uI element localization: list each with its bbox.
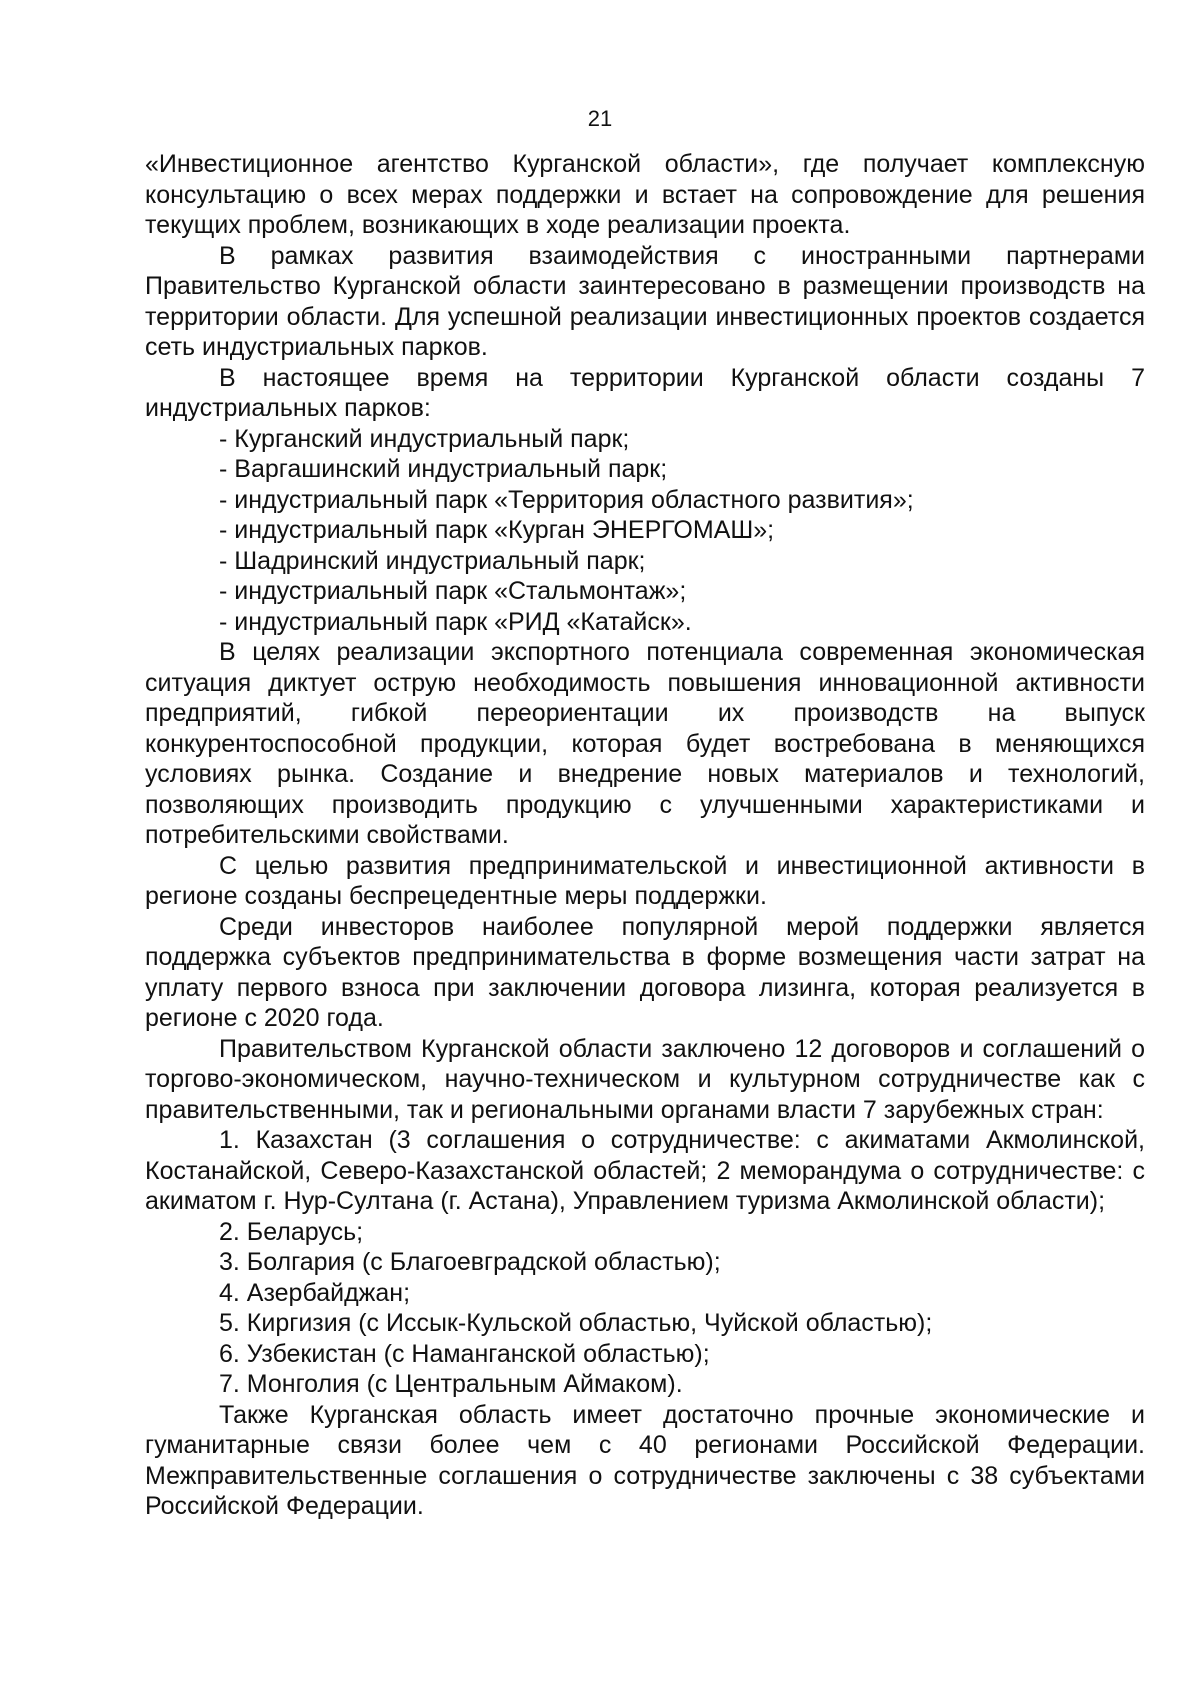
list-item: - индустриальный парк «РИД «Катайск». (219, 607, 692, 636)
paragraph-parks-intro: В настоящее время на территории Курганской области созданы 7 индустриальных парков: (145, 363, 1145, 422)
list-item: 5. Киргизия (с Иссык-Кульской областью, Чуйской областью); (219, 1309, 933, 1337)
list-item: - Шадринский индустриальный парк; (219, 546, 646, 575)
list-item: - индустриальный парк «Стальмонтаж»; (219, 577, 687, 605)
parks-list (145, 424, 1145, 638)
page-number: 21 (587, 106, 613, 131)
list-item: - индустриальный парк «Курган ЭНЕРГОМАШ»; (219, 516, 775, 544)
document-body (145, 149, 1145, 1522)
list-item: - Курганский индустриальный парк; (219, 424, 630, 453)
list-item: 3. Болгария (с Благоевградской областью); (219, 1248, 721, 1276)
list-item: 2. Беларусь; (219, 1217, 364, 1246)
list-item: 7. Монголия (с Центральным Аймаком). (219, 1370, 683, 1398)
list-item: - Варгашинский индустриальный парк; (219, 455, 668, 483)
list-item: 6. Узбекистан (с Наманганской областью); (219, 1339, 710, 1368)
paragraph-leasing: Среди инвесторов наиболее популярной мерой поддержки является поддержка субъектов предпринимательства в форме возмещения части затрат на уплату первого взноса при заключении договора лизинга, которая реализуется в регионе с 2020 года. (145, 912, 1145, 1032)
countries-list (145, 1125, 1145, 1400)
paragraph-export: В целях реализации экспортного потенциала современная экономическая ситуация диктует острую необходимость повышения инновационной активности предприятий, гибкой переориентации их производств на выпуск конкурентоспособной продукции, которая будет востребована в меняющихся условиях рынка. Создание и внедрение новых материалов и технологий, позволяющих производить продукцию с улучшенными характеристиками и потребительскими свойствами. (145, 638, 1145, 849)
paragraph-agency: «Инвестиционное агентство Курганской области», где получает комплексную консультацию о всех мерах поддержки и встает на сопровождение для решения текущих проблем, возникающих в ходе реализации проекта. (145, 150, 1145, 239)
paragraph-russian-regions: Также Курганская область имеет достаточно прочные экономические и гуманитарные связи более чем с 40 регионами Российской Федерации. Межправительственные соглашения о сотрудничестве заключены с 38 субъектами Российской Федерации. (145, 1400, 1145, 1520)
list-item: - индустриальный парк «Территория областного развития»; (219, 485, 914, 514)
paragraph-support: С целью развития предпринимательской и инвестиционной активности в регионе созданы беспрецедентные меры поддержки. (145, 851, 1145, 910)
list-item: 1. Казахстан (3 соглашения о сотрудничестве: с акиматами Акмолинской, Костанайской, Северо-Казахстанской областей; 2 меморандума о сотрудничестве: с акиматом г. Нур-Султана (г. Астана), Управлением туризма Акмолинской области); (145, 1126, 1145, 1215)
list-item: 4. Азербайджан; (219, 1278, 411, 1307)
paragraph-partners: В рамках развития взаимодействия с иностранными партнерами Правительство Курганской области заинтересовано в размещении производств на территории области. Для успешной реализации инвестиционных проектов создается сеть индустриальных парков. (145, 241, 1145, 361)
paragraph-agreements: Правительством Курганской области заключено 12 договоров и соглашений о торгово-экономическом, научно-техническом и культурном сотрудничестве как с правительственными, так и региональными органами власти 7 зарубежных стран: (145, 1034, 1145, 1124)
